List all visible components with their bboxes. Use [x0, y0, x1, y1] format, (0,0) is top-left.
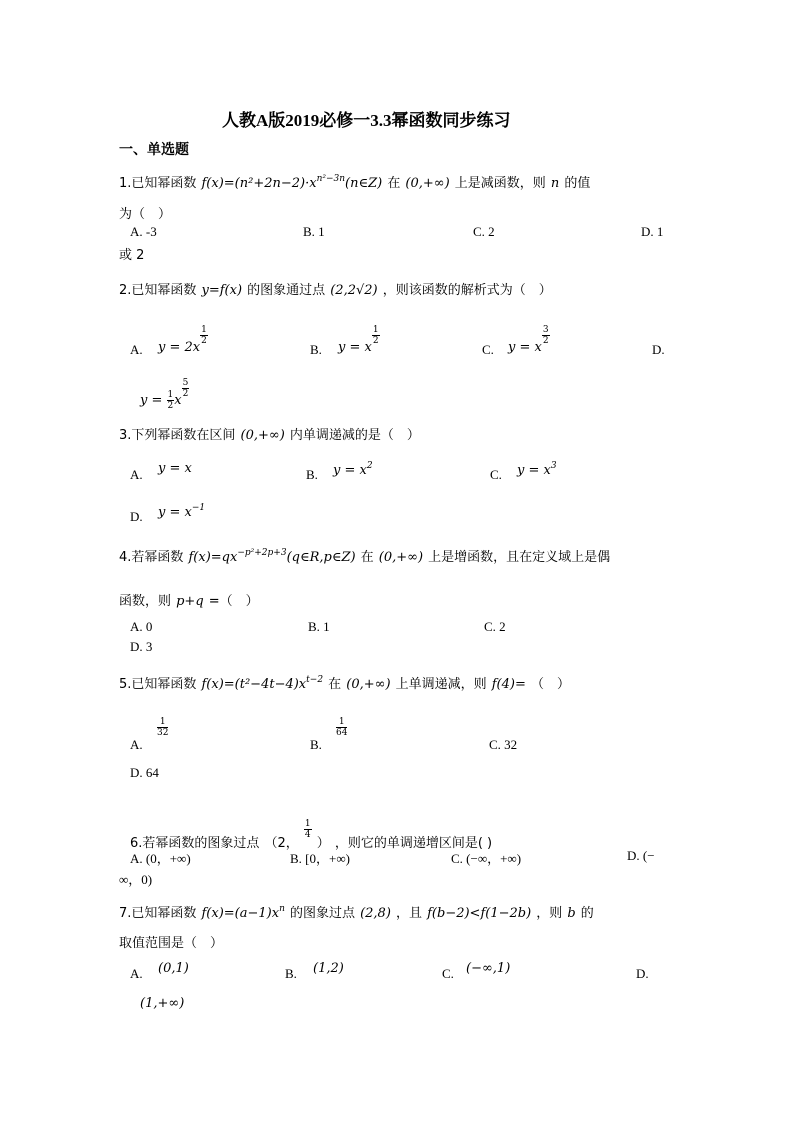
option-a[interactable]: A. — [130, 467, 143, 482]
option-c[interactable]: C. (−∞，+∞) — [451, 851, 522, 866]
option-c[interactable]: C. 32 — [489, 737, 518, 752]
question-6-stem: 6.若幂函数的图象过点 （2， $\frac{1}{4}$ ） ，则它的单调递增区间是( ) — [130, 819, 493, 851]
option-d[interactable]: D. — [652, 342, 665, 357]
option-a[interactable]: A. 0 — [130, 619, 153, 634]
option-d[interactable]: D. 1 — [641, 224, 664, 239]
option-b[interactable]: B. 1 — [308, 619, 330, 634]
option-c[interactable]: C. — [442, 966, 454, 981]
option-a[interactable]: A. -3 — [130, 224, 157, 239]
option-c[interactable]: C. 2 — [473, 224, 495, 239]
option-d[interactable]: D. — [130, 509, 143, 524]
option-b[interactable]: B. — [285, 966, 297, 981]
option-d[interactable]: D. — [636, 966, 649, 981]
question-4-stem: 4.若幂函数 $f(x)=qx^{-p^2+2p+3}(q\in R,p\in Z)$ 在 (0,+∞) 上是增函数，且在定义域上是偶 — [119, 548, 611, 565]
question-1-stem: 1.已知幂函数 $f(x)=(n^2+2n-2)\cdot x^{n^2-3n}(n\in Z)$ 在 (0,+∞) 上是减函数，则 n 的值 — [119, 174, 591, 191]
option-a[interactable]: A. (0，+∞) — [130, 851, 191, 866]
option-d[interactable]: D. 3 — [130, 639, 153, 654]
option-d[interactable]: D. 64 — [130, 765, 159, 780]
question-3-stem: 3.下列幂函数在区间 (0,+∞) 内单调递减的是（ ） — [119, 428, 420, 443]
option-b[interactable]: B. — [310, 737, 322, 752]
option-c[interactable]: C. 2 — [484, 619, 506, 634]
option-a[interactable]: A. — [130, 737, 143, 752]
option-c[interactable]: C. — [482, 342, 494, 357]
option-d[interactable]: D. (− — [627, 848, 655, 863]
option-a[interactable]: A. — [130, 966, 143, 981]
section-heading: 一、单选题 — [119, 142, 189, 158]
option-a[interactable]: A. — [130, 342, 143, 357]
option-b[interactable]: B. [0，+∞) — [290, 851, 350, 866]
option-c[interactable]: C. — [490, 467, 502, 482]
option-b[interactable]: B. — [310, 342, 322, 357]
page-title: 人教A版2019必修一3.3幂函数同步练习 — [222, 111, 511, 130]
formula: $f(x)=(n^2+2n-2)\cdot x^{n^2-3n}(n\in Z)$ — [201, 174, 383, 191]
option-b[interactable]: B. — [306, 467, 318, 482]
question-7-stem: 7.已知幂函数 $f(x)=(a-1)x^n$ 的图象过点 (2,8) ，且 f(b−2)<f(1−2b) ，则 b 的 — [119, 904, 594, 921]
question-2-stem: 2.已知幂函数 y=f(x) 的图象通过点 (2,2√2) ，则该函数的解析式为（ ） — [119, 283, 552, 298]
question-5-stem: 5.已知幂函数 $f(x)=(t^2-4t-4)x^{t-2}$ 在 (0,+∞) 上单调递减，则 f(4)= （ ） — [119, 675, 570, 692]
option-b[interactable]: B. 1 — [303, 224, 325, 239]
